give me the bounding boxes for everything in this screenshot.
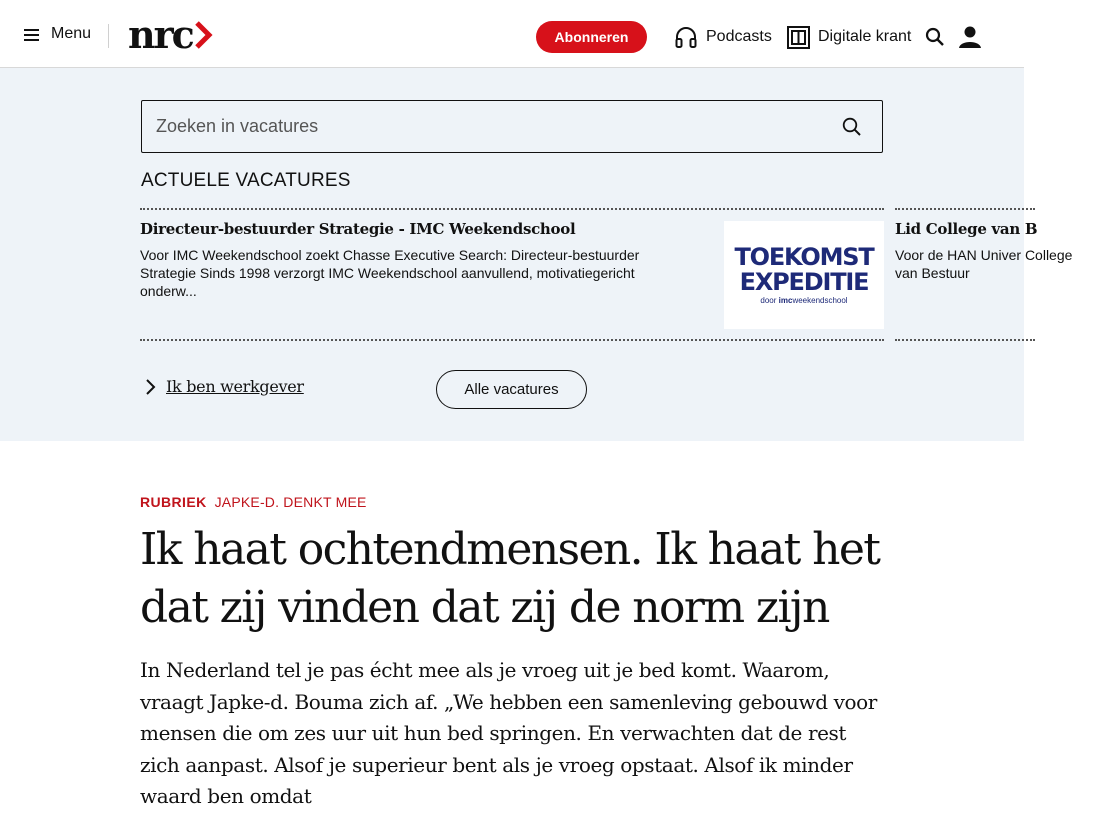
vacancy-title[interactable]: Lid College van B [895, 220, 1038, 238]
vacancy-card[interactable] [140, 218, 884, 330]
divider [140, 208, 884, 210]
divider [140, 339, 884, 341]
vacatures-search-box [141, 100, 883, 153]
hamburger-icon [24, 28, 39, 40]
vacatures-search-input[interactable] [156, 101, 816, 152]
article-headline: Ik haat ochtendmensen. Ik haat het dat zij vinden dat zij de norm zijn [140, 524, 880, 633]
search-icon[interactable] [842, 117, 862, 137]
search-button[interactable] [925, 27, 945, 47]
site-header [0, 0, 1024, 68]
vacancy-description: Voor de HAN Univer College van Bestuur [895, 247, 1073, 281]
vacatures-section [0, 68, 1073, 441]
vacatures-heading: ACTUELE VACATURES [141, 170, 351, 191]
logo-chevron-icon [195, 21, 211, 49]
employer-link[interactable] [144, 377, 304, 396]
header-divider [108, 24, 109, 48]
subscribe-button[interactable]: Abonneren [536, 21, 647, 53]
digital-paper-link[interactable] [787, 25, 911, 49]
article-kicker [140, 494, 367, 510]
menu-label: Menu [51, 25, 92, 42]
logo-text: nrc [128, 12, 193, 57]
divider [895, 339, 1035, 341]
vacancy-card[interactable] [895, 218, 1095, 330]
menu-button[interactable] [24, 22, 91, 46]
article-intro: In Nederland tel je pas écht mee als je vroeg uit je bed komt. Waarom, vraagt Japke-d. Bouma zich af. „We hebben een samenleving gebouwd voor mensen die om zes uur uit hun bed springen. En verwachten dat de rest zich aanpast. Alsof je superieur bent als je vroeg opstaat. Alsof ik minder waard ben omdat [140, 658, 877, 808]
logo-byline-brand: imc [778, 296, 793, 305]
logo-line-2: EXPEDITIE [739, 268, 869, 296]
employer-logo [724, 221, 884, 329]
account-button[interactable] [958, 25, 982, 49]
kicker-series-link[interactable]: JAPKE-D. DENKT MEE [214, 494, 367, 510]
logo-line-1: TOEKOMST [734, 243, 874, 271]
kicker-label: RUBRIEK [140, 494, 207, 510]
divider [895, 208, 1035, 210]
logo-byline-prefix: door [760, 296, 777, 305]
all-vacancies-button[interactable]: Alle vacatures [436, 370, 587, 409]
search-icon [925, 27, 945, 47]
logo-byline-suffix: weekendschool [792, 296, 848, 305]
podcasts-label: Podcasts [706, 28, 772, 45]
vacancy-description: Voor IMC Weekendschool zoekt Chasse Executive Search: Directeur-bestuurder Strategie Sinds 1998 verzorgt IMC Weekendschool aanvullend, motivatiegericht onderw... [140, 247, 640, 299]
nrc-logo[interactable] [128, 12, 211, 57]
podcasts-link[interactable] [674, 25, 772, 49]
chevron-right-icon [144, 378, 158, 396]
vacancy-title[interactable]: Directeur-bestuurder Strategie - IMC Weekendschool [140, 220, 576, 238]
headphones-icon [674, 25, 698, 49]
newspaper-icon [787, 26, 810, 49]
digital-paper-label: Digitale krant [818, 28, 912, 45]
logo-byline [760, 296, 847, 305]
user-icon [958, 25, 982, 49]
employer-link-label: Ik ben werkgever [166, 377, 304, 396]
